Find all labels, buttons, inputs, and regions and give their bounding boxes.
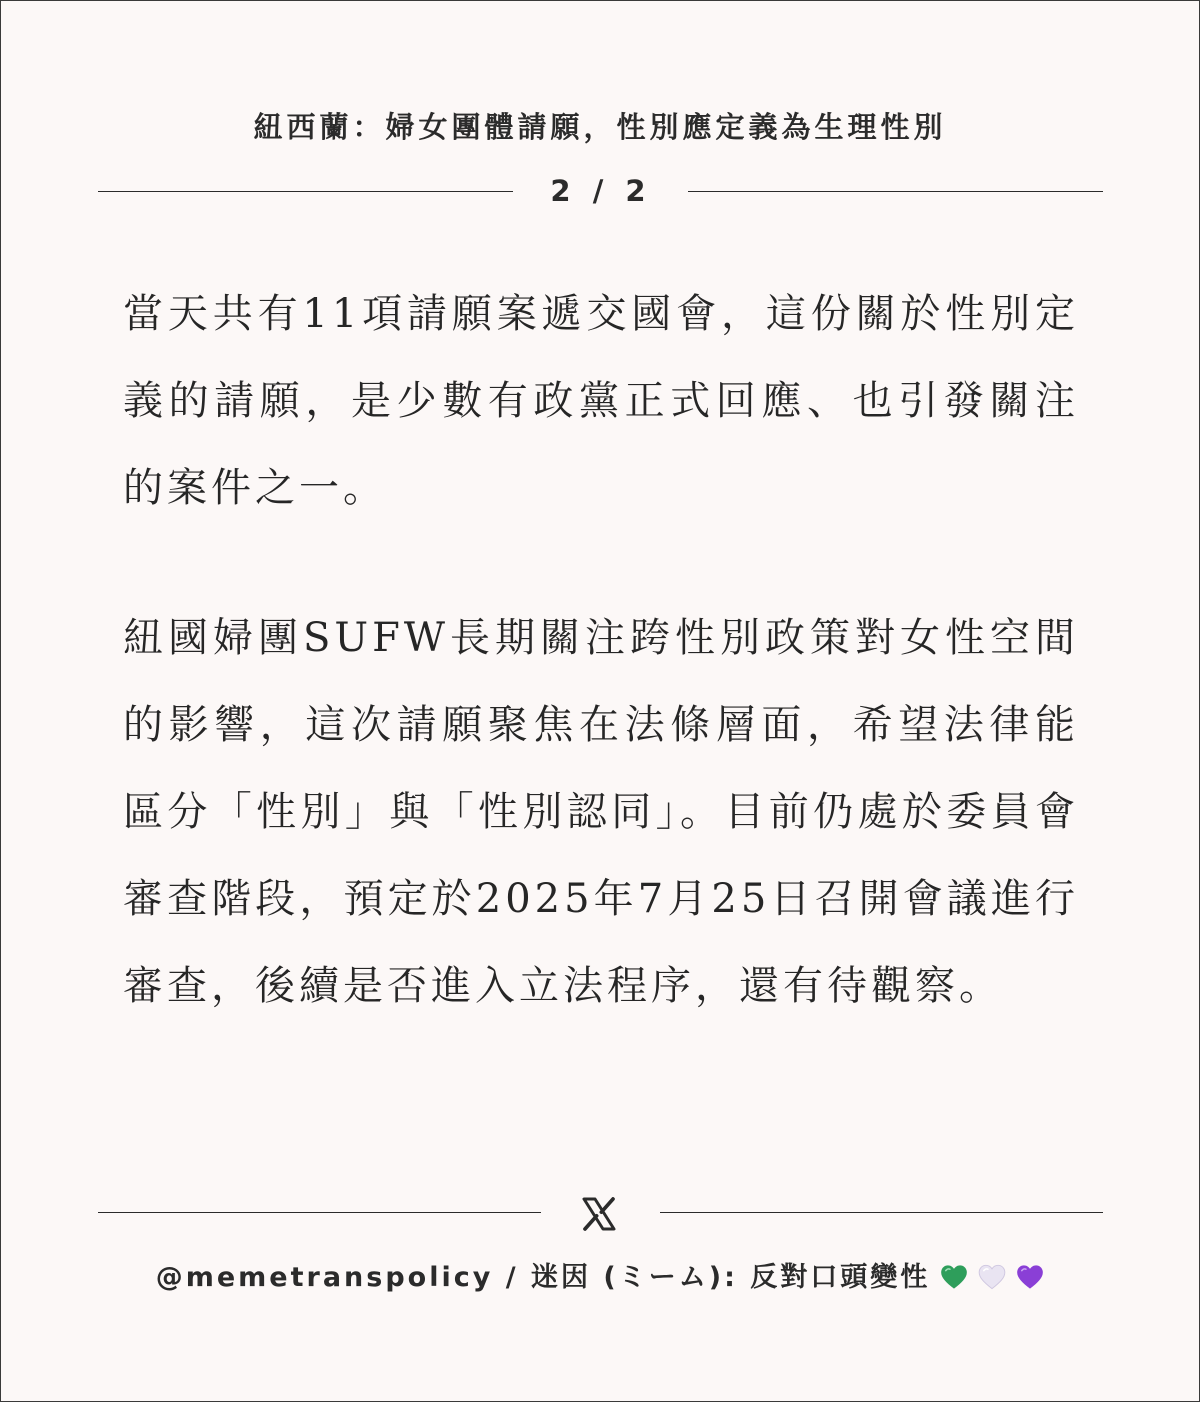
body-paragraph-2: 紐國婦團SUFW長期關注跨性別政策對女性空間的影響，這次請願聚焦在法條層面，希望法律能區分「性別」與「性別認同」。目前仍處於委員會審查階段，預定於2025年7月25日召開會議進行審查，後續是否進入立法程序，還有待觀察。 [123, 615, 1079, 1009]
page-title: 紐西蘭：婦女團體請願，性別應定義為生理性別 [253, 110, 947, 144]
body-paragraph-1: 當天共有11項請願案遞交國會，這份關於性別定義的請願，是少數有政黨正式回應、也引發關注的案件之一。 [123, 291, 1079, 511]
divider-left-bottom [98, 1212, 541, 1213]
divider-left-top [98, 191, 513, 192]
divider-right-top [688, 191, 1103, 192]
green-heart-icon [940, 1264, 968, 1290]
page-indicator: 2 / 2 [550, 174, 652, 208]
divider-right-bottom [660, 1212, 1103, 1213]
purple-heart-icon [1016, 1264, 1044, 1290]
footer-signature-line [1, 1258, 1199, 1298]
account-signature: @memetranspolicy / 迷因 (ミーム): 反對口頭變性 [155, 1262, 931, 1293]
x-logo-icon [579, 1194, 619, 1234]
white-heart-icon [978, 1264, 1006, 1290]
